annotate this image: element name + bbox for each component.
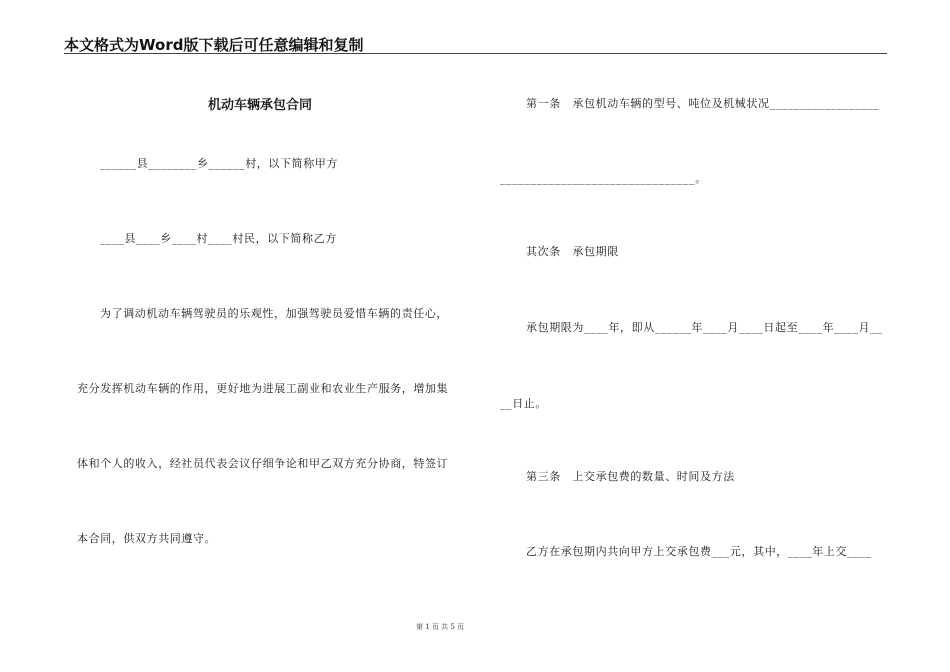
preamble-line-4: 本合同，供双方共同遵守。 bbox=[77, 532, 217, 545]
page-footer: 第 1 页 共 5 页 bbox=[415, 623, 465, 631]
party-b-line: ____县____乡____村____村民，以下简称乙方 bbox=[100, 232, 337, 245]
party-a-line: ______县________乡______村，以下简称甲方 bbox=[100, 157, 338, 170]
header-banner: 本文格式为Word版下载后可任意编辑和复制 bbox=[64, 36, 364, 54]
header-divider bbox=[64, 53, 887, 54]
preamble-line-1: 为了调动机动车辆驾驶员的乐观性，加强驾驶员爱惜车辆的责任心， bbox=[100, 307, 448, 320]
article-1-line-2: ________________________________。 bbox=[500, 172, 707, 185]
article-1-line-1: 第一条 承包机动车辆的型号、吨位及机械状况__________________ bbox=[526, 97, 880, 110]
document-title: 机动车辆承包合同 bbox=[208, 98, 313, 113]
article-2-heading: 其次条 承包期限 bbox=[526, 245, 619, 258]
article-2-line-2: __日止。 bbox=[500, 397, 547, 410]
article-2-line-1: 承包期限为____年，即从______年____月____日起至____年____月__ bbox=[526, 321, 883, 334]
preamble-line-2: 充分发挥机动车辆的作用，更好地为进展工副业和农业生产服务，增加集 bbox=[77, 382, 449, 395]
article-3-heading: 第三条 上交承包费的数量、时间及方法 bbox=[526, 470, 735, 483]
preamble-line-3: 体和个人的收入，经社员代表会议仔细争论和甲乙双方充分协商，特签订 bbox=[77, 457, 449, 470]
article-3-line-1: 乙方在承包期内共向甲方上交承包费___元，其中，____年上交____ bbox=[526, 545, 872, 558]
